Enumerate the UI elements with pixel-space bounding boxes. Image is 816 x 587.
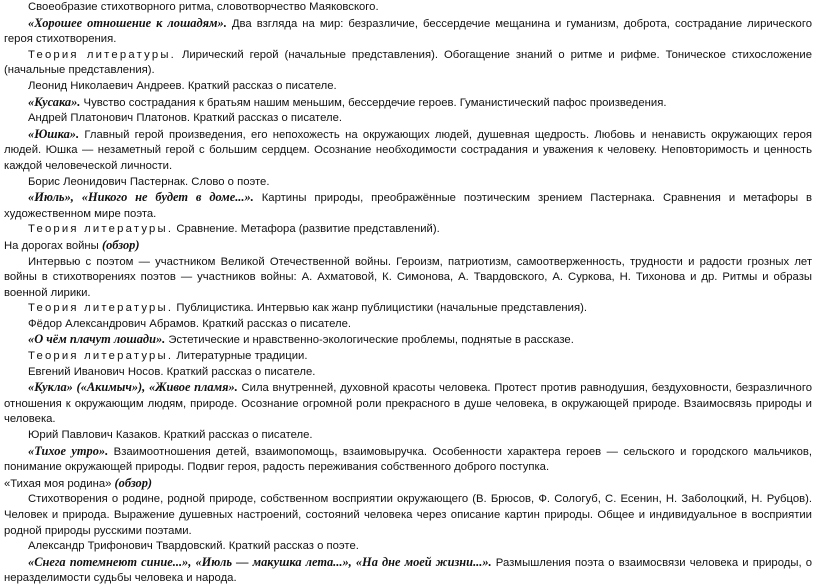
work-title-text: «Юшка». [28, 126, 80, 141]
body-text: «Тихая моя родина» [4, 477, 115, 490]
body-text: Публицистика. Интервью как жанр публицистики (начальные представления). [173, 302, 588, 315]
paragraph-p18 [4, 380, 812, 428]
body-text: Леонид Николаевич Андреев. Краткий рассказ о писателе. [28, 79, 337, 92]
paragraph-p4 [4, 79, 812, 95]
paragraph-p22 [4, 492, 812, 539]
paragraph-p1 [4, 0, 812, 16]
body-text: Чувство сострадания к братьям нашим меньшим, бессердечие героев. Гуманистический пафос произведения. [80, 96, 667, 109]
work-title-text: «Кусака». [28, 94, 81, 109]
body-text: Своеобразие стихотворного ритма, словотворчество Маяковского. [28, 1, 379, 13]
paragraph-p12 [4, 255, 812, 302]
body-text: На дорогах войны [4, 239, 102, 252]
body-text: Размышления поэта о взаимосвязи человека и природы, о неразделимости судьбы человека и народа. [4, 556, 812, 585]
paragraph-p15 [4, 332, 812, 349]
paragraph-p14 [4, 317, 812, 333]
body-text: Интервью с поэтом — участником Великой Отечественной войны. Героизм, патриотизм, самоотверженность, трудности и радости грозных лет войны в стихотворениях поэтов — участников войны: А. Ахматовой, К. Симонова, А. Твардовского, А. Суркова, Н. Тихонова и др. Ритмы и образы военной лирики. [4, 255, 812, 299]
body-text: Два взгляда на мир: безразличие, бессердечие мещанина и гуманизм, доброта, сострадание лирического героя стихотворения. [4, 17, 812, 46]
body-text: Взаимоотношения детей, взаимопомощь, взаимовыручка. Особенности характера героев — сельского и городского мальчиков, понимание окружающей природы. Подвиг героя, радость переживания собственного доброго поступка. [4, 445, 813, 474]
body-text: Главный герой произведения, его непохожесть на окружающих людей, душевная щедрость. Любовь и ненависть окружающих героя людей. Юшка — незаметный герой с большим сердцем. Осознание необходимости сострадания и уважения к человеку. Неповторимость и ценность каждой человеческой личности. [4, 128, 812, 172]
paragraph-p17 [4, 365, 812, 381]
paragraph-p9 [4, 190, 812, 222]
paragraph-p19 [4, 428, 812, 444]
work-title-text: «О чём плачут лошади». [28, 332, 166, 347]
paragraph-p5 [4, 95, 812, 112]
theory-label: Теория литературы. [28, 223, 174, 236]
paragraph-p16 [4, 349, 812, 365]
body-text: Литературные традиции. [173, 350, 308, 363]
work-title-text: (обзор) [114, 475, 153, 490]
body-text: Лирический герой (начальные представления). Обогащение знаний о ритме и рифме. Тоническое стихосложение (начальные представления). [4, 48, 812, 77]
theory-label: Теория литературы. [28, 350, 174, 363]
paragraph-p11 [4, 238, 812, 255]
work-title-text: «Снега потемнеют синие...», «Июль — макушка лета...», «На дне моей жизни...». [28, 554, 492, 569]
body-text: Сила внутренней, духовной красоты человека. Протест против равнодушия, бездуховности, безразличного отношения к окружающим людям, природе. Осознание огромной роли прекрасного в душе человека, в окружающей природе. Взаимосвязь природы и человека. [4, 382, 812, 426]
body-text: Фёдор Александрович Абрамов. Краткий рассказ о писателе. [28, 317, 352, 330]
body-text: Андрей Платонович Платонов. Краткий рассказ о писателе. [28, 112, 342, 125]
work-title-text: «Кукла» («Акимыч»), «Живое пламя». [28, 380, 238, 395]
paragraph-p7 [4, 127, 812, 175]
body-text: Александр Трифонович Твардовский. Краткий рассказ о поэте. [28, 540, 359, 553]
paragraph-p24 [4, 555, 812, 587]
paragraph-p21 [4, 476, 812, 493]
paragraph-p8 [4, 175, 812, 191]
theory-label: Теория литературы. [28, 302, 174, 315]
paragraph-p13 [4, 301, 812, 317]
paragraph-p10 [4, 222, 812, 238]
paragraph-p3 [4, 48, 812, 79]
body-text: Сравнение. Метафора (развитие представлений). [173, 223, 440, 236]
work-title-text: «Хорошее отношение к лошадям». [28, 15, 227, 30]
paragraph-p6 [4, 111, 812, 127]
paragraph-p2 [4, 16, 812, 48]
work-title-text: «Тихое утро». [28, 443, 109, 458]
body-text: Борис Леонидович Пастернак. Слово о поэте. [28, 175, 270, 188]
body-text: Юрий Павлович Казаков. Краткий рассказ о писателе. [28, 429, 313, 442]
work-title-text: (обзор) [101, 237, 140, 252]
paragraph-p20 [4, 444, 812, 476]
body-text: Картины природы, преображённые поэтическим зрением Пастернака. Сравнения и метафоры в художественном мире поэта. [4, 192, 812, 220]
body-text: Эстетические и нравственно-экологические проблемы, поднятые в рассказе. [165, 334, 574, 347]
theory-label: Теория литературы. [28, 48, 176, 61]
work-title-text: «Июль», «Никого не будет в доме...». [28, 190, 254, 205]
body-text: Стихотворения о родине, родной природе, собственном восприятии окружающего (В. Брюсов, Ф. Сологуб, С. Есенин, Н. Заболоцкий, Н. Рубцов). Человек и природа. Выражение душевных настроений, состояний человека через описание картин природы. Общее и индивидуальное в восприятии родной природы русскими поэтами. [4, 493, 812, 537]
body-text: Евгений Иванович Носов. Краткий рассказ о писателе. [28, 365, 316, 378]
